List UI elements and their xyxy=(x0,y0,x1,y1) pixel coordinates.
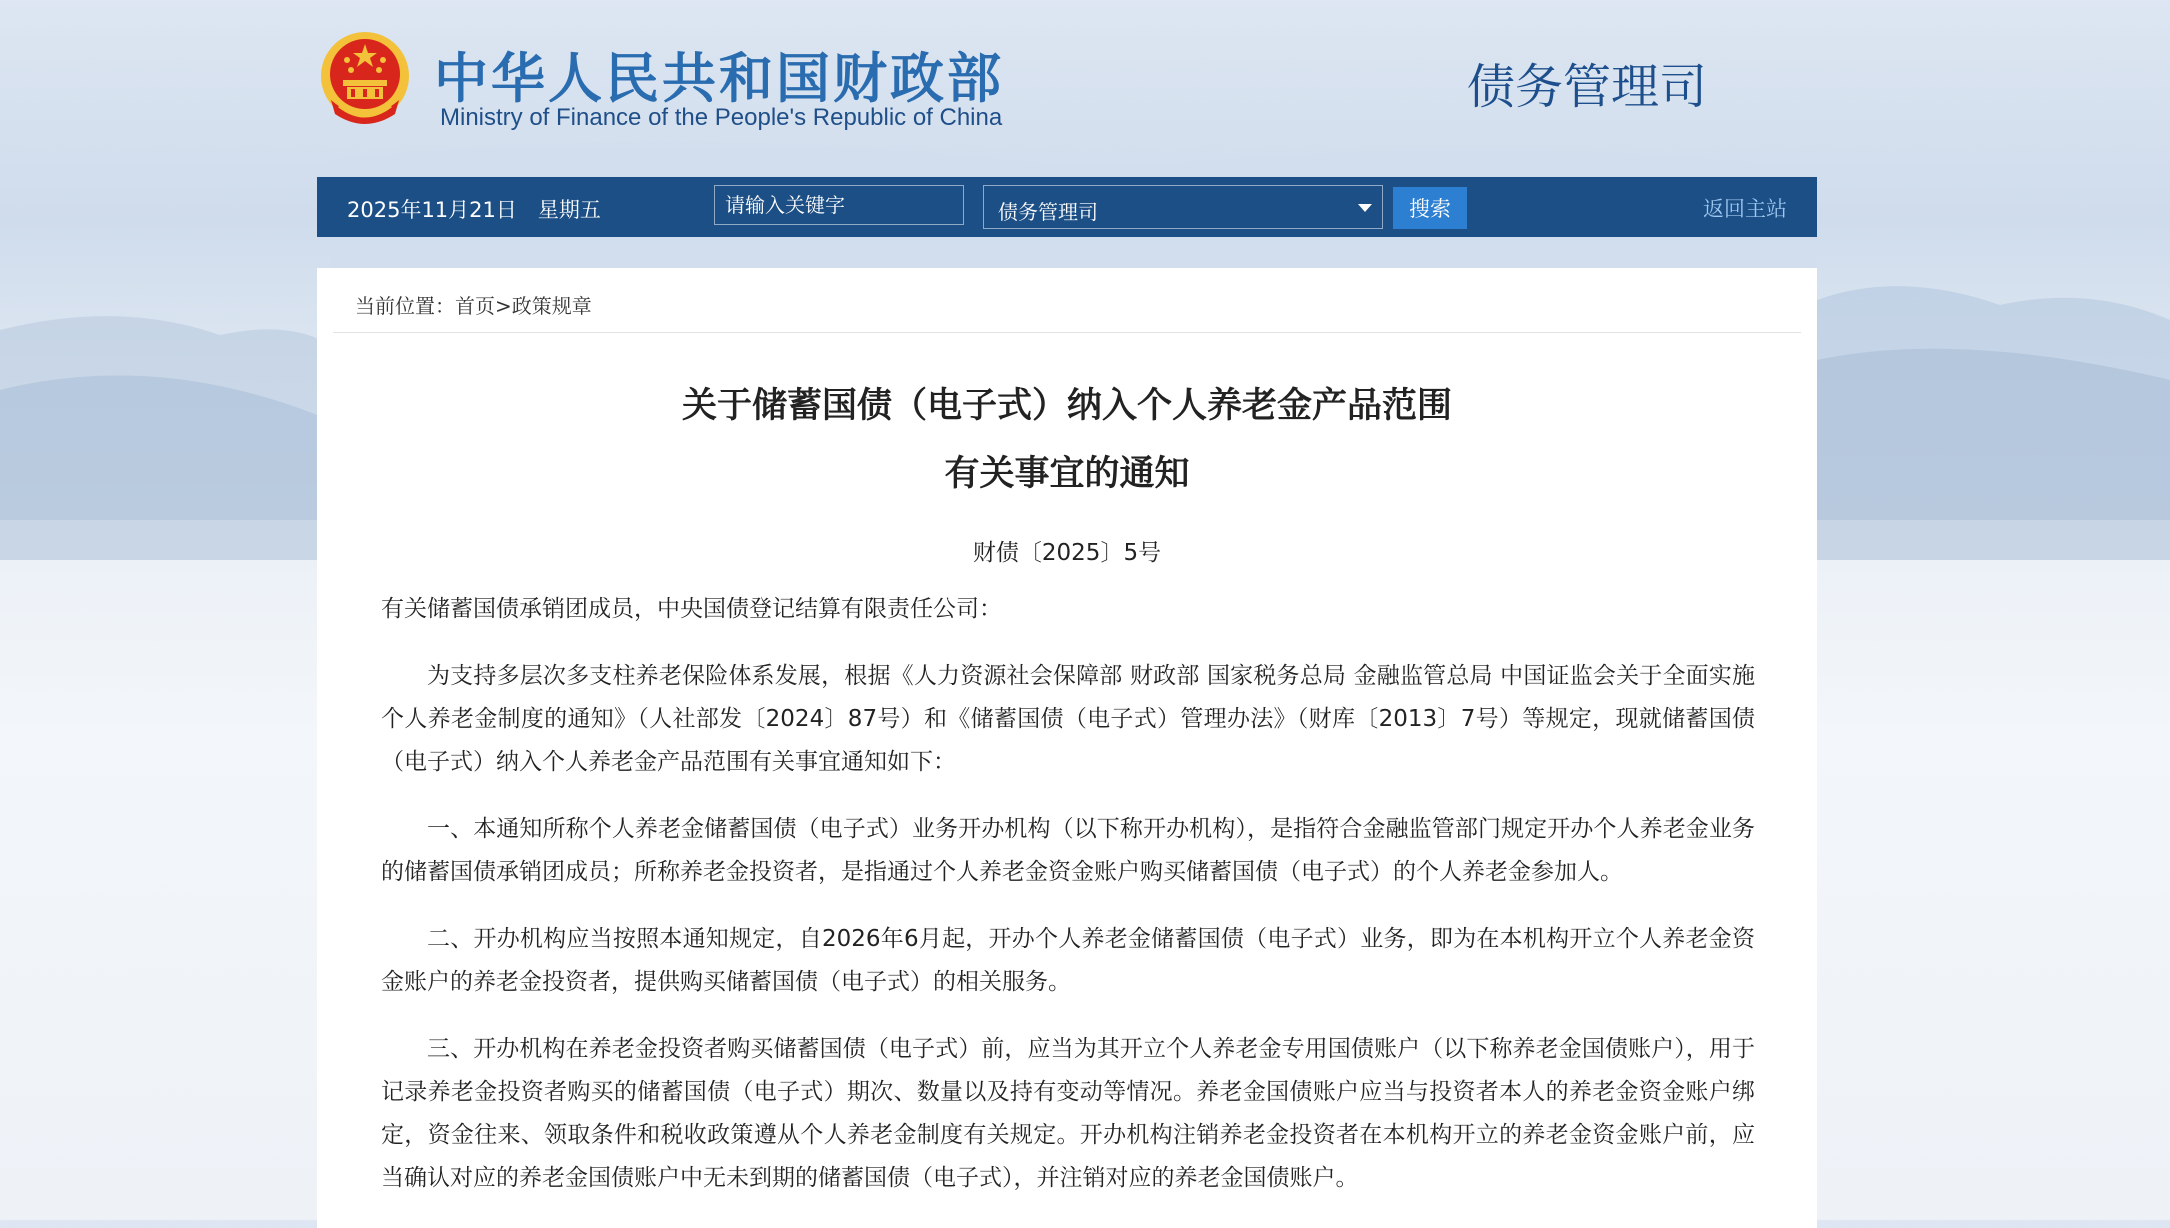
ministry-title-en: Ministry of Finance of the People's Republic of China xyxy=(440,104,1003,131)
breadcrumb-prefix: 当前位置： xyxy=(355,294,455,318)
article-paragraph: 三、开办机构在养老金投资者购买储蓄国债（电子式）前，应当为其开立个人养老金专用国债账户（以下称养老金国债账户），用于记录养老金投资者购买的储蓄国债（电子式）期次、数量以及持有变动等情况。养老金国债账户应当与投资者本人的养老金资金账户绑定，资金往来、领取条件和税收政策遵从个人养老金制度有关规定。开办机构注销养老金投资者在本机构开立的养老金资金账户前，应当确认对应的养老金国债账户中无未到期的储蓄国债（电子式），并注销对应的养老金国债账户。 xyxy=(381,1036,1755,1191)
breadcrumb-current-link[interactable]: 政策规章 xyxy=(511,294,592,318)
article-title-line1: 关于储蓄国债（电子式）纳入个人养老金产品范围 xyxy=(681,386,1452,426)
chevron-down-icon xyxy=(1358,204,1372,212)
ministry-title-cn: 中华人民共和国财政部 xyxy=(434,47,1004,110)
breadcrumb xyxy=(355,290,592,319)
site-header xyxy=(317,28,1817,138)
current-date: 2025年11月21日 星期五 xyxy=(347,198,601,222)
back-to-main-link[interactable]: 返回主站 xyxy=(1703,197,1787,221)
department-name: 债务管理司 xyxy=(1467,59,1708,115)
article-paragraph: 为支持多层次多支柱养老保险体系发展，根据《人力资源社会保障部 财政部 国家税务总局 金融监管总局 中国证监会关于全面实施个人养老金制度的通知》（人社部发〔2024〕87号）和《储蓄国债（电子式）管理办法》（财库〔2013〕7号）等规定，现就储蓄国债（电子式）纳入个人养老金产品范围有关事宜通知如下： xyxy=(381,663,1755,775)
breadcrumb-separator: > xyxy=(495,294,512,318)
article-title-line2: 有关事宜的通知 xyxy=(944,454,1190,494)
department-select[interactable] xyxy=(983,185,1383,229)
breadcrumb-divider xyxy=(333,332,1801,333)
department-select-value: 债务管理司 xyxy=(998,200,1098,224)
document-number: 财债〔2025〕5号 xyxy=(972,540,1162,566)
article-paragraph: 二、开办机构应当按照本通知规定，自2026年6月起，开办个人养老金储蓄国债（电子式）业务，即为在本机构开立个人养老金资金账户的养老金投资者，提供购买储蓄国债（电子式）的相关服务。 xyxy=(381,926,1755,995)
article-paragraph: 一、本通知所称个人养老金储蓄国债（电子式）业务开办机构（以下称开办机构），是指符合金融监管部门规定开办个人养老金业务的储蓄国债承销团成员；所称养老金投资者，是指通过个人养老金资金账户购买储蓄国债（电子式）的个人养老金参加人。 xyxy=(381,816,1755,885)
breadcrumb-home-link[interactable]: 首页 xyxy=(455,294,495,318)
article-salutation: 有关储蓄国债承销团成员，中央国债登记结算有限责任公司： xyxy=(381,596,1002,622)
national-emblem-icon xyxy=(317,30,413,134)
article-panel xyxy=(317,268,1817,1228)
search-input[interactable] xyxy=(714,185,964,225)
top-navbar xyxy=(317,177,1817,237)
search-button[interactable]: 搜索 xyxy=(1393,187,1467,229)
